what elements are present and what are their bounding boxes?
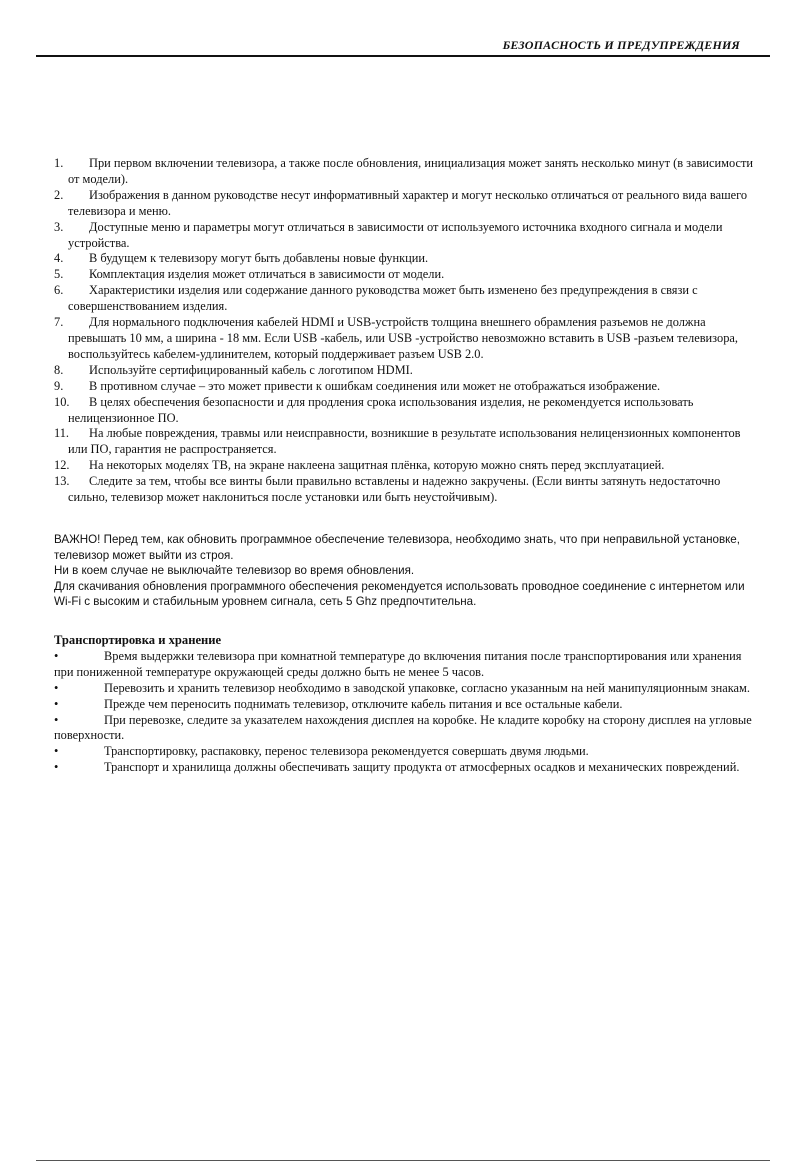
list-item	[54, 220, 754, 252]
list-item	[54, 283, 754, 315]
section-heading: Транспортировка и хранение	[54, 633, 222, 647]
warning-do-not-power-off: Ни в коем случае не выключайте телевизор во время обновления.	[54, 564, 415, 578]
item-text: Доступные меню и параметры могут отличаться в зависимости от используемого источника входного сигнала и модели устройства.	[68, 219, 723, 250]
list-item	[54, 363, 754, 379]
item-number: 12.	[54, 458, 70, 473]
transport-list	[54, 649, 760, 776]
list-item	[54, 458, 754, 474]
item-number: 11.	[54, 426, 70, 441]
update-warning	[54, 532, 754, 610]
list-item	[54, 156, 754, 188]
item-text: Прежде чем переносить поднимать телевизор, отключите кабель питания и все остальные кабели.	[104, 696, 623, 711]
item-text: На некоторых моделях ТВ, на экране наклеена защитная плёнка, которую можно снять перед эксплуатацией.	[89, 458, 665, 473]
item-text: В будущем к телевизору могут быть добавлены новые функции.	[89, 251, 429, 266]
list-item	[54, 188, 754, 220]
item-text: Время выдержки телевизора при комнатной температуре до включения питания после транспортирования или хранения при пониженной температуре окружающей среды должно быть не менее 5 часов.	[54, 648, 742, 679]
transport-section	[54, 633, 760, 776]
item-number: 8.	[54, 362, 64, 377]
item-number: 1.	[54, 156, 64, 170]
item-text: Транспорт и хранилища должны обеспечивать защиту продукта от атмосферных осадков и механических повреждений.	[104, 760, 740, 775]
bullet-icon: •	[54, 712, 59, 727]
item-number: 6.	[54, 283, 64, 298]
list-item	[54, 315, 754, 363]
list-item	[54, 379, 754, 395]
item-text: Используйте сертифицированный кабель с логотипом HDMI.	[89, 362, 413, 377]
list-item	[54, 681, 760, 697]
warning-connection-advice: Для скачивания обновления программного обеспечения рекомендуется использовать проводное соединение с интернетом или Wi-Fi с высоким и стабильным уровнем сигнала, сеть 5 Ghz предпочтительна.	[54, 579, 745, 609]
item-text: Характеристики изделия или содержание данного руководства может быть изменено без предупреждения в связи с совершенствованием изделия.	[68, 283, 698, 314]
item-text: Перевозить и хранить телевизор необходимо в заводской упаковке, согласно указанным на ней манипуляционным знакам.	[104, 680, 750, 695]
bullet-icon: •	[54, 648, 59, 663]
list-item	[54, 697, 760, 713]
list-item	[54, 744, 760, 760]
notes-list	[54, 156, 754, 506]
bullet-icon: •	[54, 696, 59, 711]
item-text: В целях обеспечения безопасности и для продления срока использования изделия, не рекомендуется использовать нелицензионное ПО.	[68, 394, 694, 425]
list-item	[54, 426, 754, 458]
bullet-icon: •	[54, 744, 59, 759]
item-number: 3.	[54, 219, 64, 234]
list-item	[54, 251, 754, 267]
item-number: 2.	[54, 187, 64, 202]
item-text: Транспортировку, распаковку, перенос телевизора рекомендуется совершать двумя людьми.	[104, 744, 589, 759]
item-text: Комплектация изделия может отличаться в зависимости от модели.	[89, 267, 445, 282]
item-text: В противном случае – это может привести к ошибкам соединения или может не отображаться изображение.	[89, 378, 661, 393]
item-number: 7.	[54, 315, 64, 330]
bullet-icon: •	[54, 680, 59, 695]
list-item	[54, 267, 754, 283]
item-number: 13.	[54, 474, 70, 489]
list-item	[54, 760, 760, 776]
item-number: 9.	[54, 378, 64, 393]
item-text: При первом включении телевизора, а также после обновления, инициализация может занять несколько минут (в зависимости от модели).	[68, 156, 754, 186]
warning-important: ВАЖНО! Перед тем, как обновить программное обеспечение телевизора, необходимо знать, что при неправильной установке, телевизор может выйти из строя.	[54, 533, 740, 562]
item-text: При перевозке, следите за указателем нахождения дисплея на коробке. Не кладите коробку на сторону дисплея на угловые поверхности.	[54, 712, 752, 743]
list-item	[54, 713, 760, 745]
item-number: 10.	[54, 394, 70, 409]
header-divider	[36, 55, 770, 57]
item-text: Изображения в данном руководстве несут информативный характер и могут несколько отличаться от реального вида вашего телевизора и меню.	[68, 187, 748, 218]
item-number: 4.	[54, 251, 64, 266]
item-number: 5.	[54, 267, 64, 282]
list-item	[54, 395, 754, 427]
item-text: На любые повреждения, травмы или неисправности, возникшие в результате использования нелицензионных компонентов или ПО, гарантия не распространяется.	[68, 426, 741, 457]
item-text: Для нормального подключения кабелей HDMI и USB-устройств толщина внешнего обрамления разъемов не должна превышать 10 мм, а ширина - 18 мм. Если USB -кабель, или USB -устройство невозможно вставить в USB -разъем телевизора, воспользуйтесь кабелем-удлинителем, который поддерживает разъем USB 2.0.	[68, 315, 738, 361]
list-item	[54, 649, 760, 681]
section-header-title: БЕЗОПАСНОСТЬ И ПРЕДУПРЕЖДЕНИЯ	[502, 38, 740, 52]
item-text: Следите за тем, чтобы все винты были правильно вставлены и надежно закручены. (Если винты затянуть недостаточно сильно, телевизор может наклониться после установки или быть неустойчивым).	[68, 474, 721, 505]
bullet-icon: •	[54, 760, 59, 775]
list-item	[54, 474, 754, 506]
footer-divider	[36, 1160, 770, 1161]
